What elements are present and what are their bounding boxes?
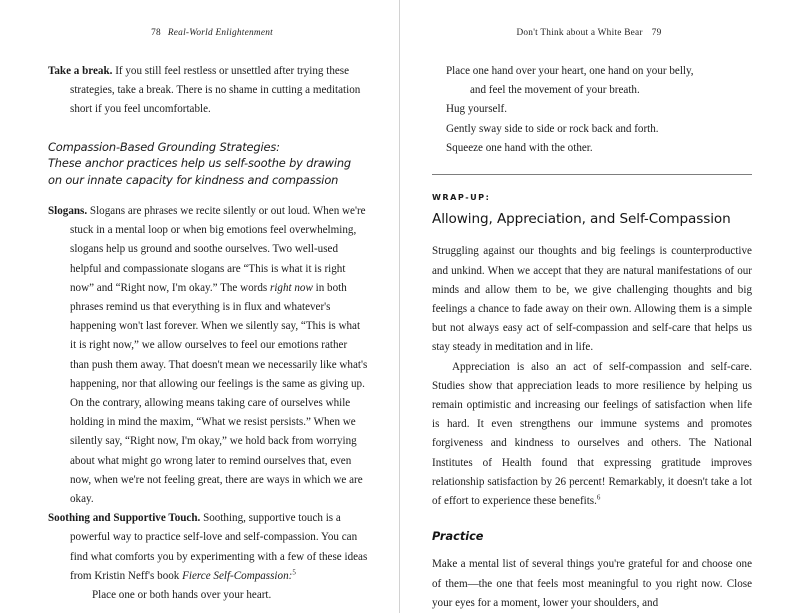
practice-heading: Practice — [432, 530, 484, 544]
compassion-section-heading — [48, 139, 368, 189]
paragraph-take-a-break — [48, 62, 368, 120]
left-column — [48, 62, 368, 605]
practice-items-continued — [432, 62, 752, 158]
running-head-right — [432, 28, 752, 40]
running-head-left — [48, 28, 368, 40]
practice-item-right-1: Place one hand over your heart, one hand on your belly, — [446, 65, 694, 77]
wrapup-divider-rule — [432, 174, 752, 175]
paragraph-soothing-touch — [48, 509, 368, 586]
folio-right: 79 — [651, 28, 662, 38]
wrapup-paragraph-2 — [432, 358, 752, 512]
heading-line-2: These anchor practices help us self-soothe by drawing — [48, 156, 352, 171]
take-a-break-lead: Take a break. — [48, 65, 113, 77]
touch-book-title: Fierce Self-Compassion: — [182, 569, 293, 582]
practice-item-right-3: Gently sway side to side or rock back and forth. — [446, 122, 659, 135]
practice-item-right-1-wrap: and feel the movement of your breath. — [470, 84, 640, 97]
footnote-marker-6: 6 — [596, 493, 601, 502]
touch-lead: Soothing and Supportive Touch. — [48, 512, 201, 525]
running-title-right: Don't Think about a White Bear — [516, 28, 643, 38]
practice-item-left-1: Place one or both hands over your heart. — [92, 589, 272, 602]
wrapup-paragraph-2-text: Appreciation is also an act of self-compassion and self-care. Studies show that appreciation leads to more resilience by helping us remain optimistic and increasing our feelings of satisfaction when life is hard. It even strengthens our immune systems and promotes forgiveness and kindness to ourselves and others. The National Institutes of Health found that expressing gratitude improves relationship satisfaction by 26 percent! Remarkably, it doesn't take a lot of effort to experience these benefits. — [432, 360, 752, 508]
right-column — [432, 62, 752, 613]
take-a-break-body: If you still feel restless or unsettled after trying these strategies, take a break. There is no shame in cutting a meditation short if you feel uncomfortable. — [70, 65, 361, 116]
paragraph-slogans — [48, 202, 368, 509]
practice-item-right-2: Hug yourself. — [446, 103, 508, 116]
wrapup-paragraph-1: Struggling against our thoughts and big feelings is counterproductive and unkind. When we accept that they are natural manifestations of our minds and allow them to be, we give challenging thoughts and big feelings a chance to fade away on their own. Allowing them is a simple but not always easy act of self-compassion and self-care that helps us stay steady in meditation and in life. — [432, 245, 752, 354]
folio-left: 78 — [151, 28, 161, 38]
touch-part-1: Soothing, supportive touch is a powerful way to practice self-love and self-compassion. You can find what comforts you by experimenting with a few of these ideas from Kristin Neff's book — [70, 512, 368, 582]
heading-line-1: Compassion-Based Grounding Strategies: — [48, 139, 280, 154]
slogans-lead: Slogans. — [48, 205, 88, 217]
slogans-italic-phrase: right now — [270, 281, 313, 294]
heading-line-3: on our innate capacity for kindness and compassion — [48, 173, 339, 188]
running-title-left: Real-World Enlightenment — [167, 28, 273, 38]
right-page — [400, 0, 800, 613]
slogans-part-2: in both phrases remind us that everything is in flux and whatever's happening won't last forever. When we silently say, “This is what it is right now,” we allow ourselves to feel our emotions rather than push them away. That doesn't mean we necessarily like what's happening, nor that allowing our feelings is the same as giving up. On the contrary, allowing means taking care of ourselves while holding in mind the maxim, “What we resist persists.” When we silently say, “Right now, I'm okay,” we hold back from worrying about what might go wrong later to remind ourselves that, even now, when we're not feeling great, there are ways in which we are okay. — [70, 281, 368, 506]
wrapup-kicker: WRAP-UP: — [432, 192, 491, 203]
wrapup-title: Allowing, Appreciation, and Self-Compassion — [432, 211, 731, 228]
footnote-marker-5: 5 — [292, 568, 296, 577]
practice-body: Make a mental list of several things you're grateful for and choose one of them—the one that feels most meaningful to you right now. Close your eyes for a moment, lower your shoulders, and — [432, 558, 752, 609]
practice-item-right-4: Squeeze one hand with the other. — [446, 141, 593, 154]
slogans-part-1: Slogans are phrases we recite silently or out loud. When we're stuck in a mental loop or when big emotions feel overwhelming, slogans help us ground and soothe ourselves. Two well-used helpful and compassionate slogans are “This is what it is right now” and “Right now, I'm okay.” The words — [70, 205, 366, 294]
